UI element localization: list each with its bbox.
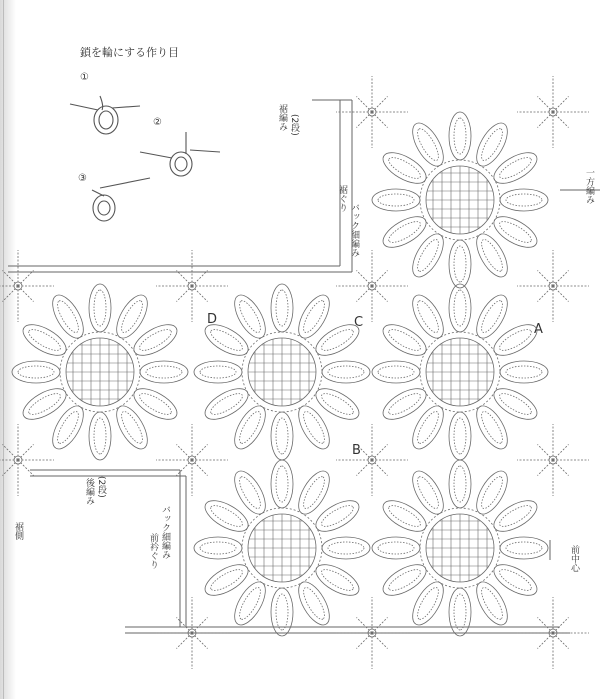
star-connector — [156, 597, 228, 669]
star-connector — [336, 424, 408, 496]
star-connector — [336, 250, 408, 322]
star-connector — [0, 250, 54, 322]
label-back-rows-sub: (2段) — [96, 476, 106, 498]
label-front-neck: 前衿ぐり — [148, 533, 158, 569]
label-back-rows: 後編み — [84, 478, 94, 505]
star-connector — [0, 424, 54, 496]
step-2-number: ② — [153, 117, 162, 128]
flower-motif — [372, 112, 548, 288]
step-3-number: ③ — [78, 173, 87, 184]
star-connector — [336, 597, 408, 669]
label-front-center: 前中心 — [569, 545, 579, 572]
motif-letter-d: D — [207, 312, 218, 327]
label-hem-side: 裾側 — [13, 522, 23, 540]
diagram-title: 鎖を輪にする作り目 — [80, 46, 179, 59]
flower-motif — [372, 284, 548, 460]
label-hem-rows-sub: (2段) — [289, 114, 299, 136]
chain-ring-step-drawings — [70, 96, 220, 221]
star-connector — [156, 424, 228, 496]
star-connector — [517, 424, 589, 496]
garment-outline — [8, 100, 600, 633]
star-connector — [517, 250, 589, 322]
flower-motif — [194, 284, 370, 460]
motif-letter-b: B — [352, 443, 361, 458]
star-connector — [517, 76, 589, 148]
step-2-drawing — [140, 132, 220, 176]
star-connector — [156, 250, 228, 322]
star-connector — [336, 76, 408, 148]
label-right-side: 一方編み — [584, 168, 594, 204]
motif-letter-a: A — [534, 322, 543, 337]
flower-motif — [194, 460, 370, 636]
step-1-drawing — [70, 96, 140, 134]
label-hem-rows: 裾編み — [277, 104, 287, 131]
star-connector — [517, 597, 589, 669]
step-3-drawing — [92, 178, 150, 221]
label-front-neck-sub: バック細編み — [160, 505, 170, 559]
step-1-number: ① — [80, 72, 89, 83]
label-armhole: 裾ぐり — [337, 185, 347, 212]
label-armhole-sub: バック細編み — [349, 203, 359, 257]
flower-motif — [372, 460, 548, 636]
motif-letter-c: C — [354, 315, 364, 330]
flower-motif — [12, 284, 188, 460]
